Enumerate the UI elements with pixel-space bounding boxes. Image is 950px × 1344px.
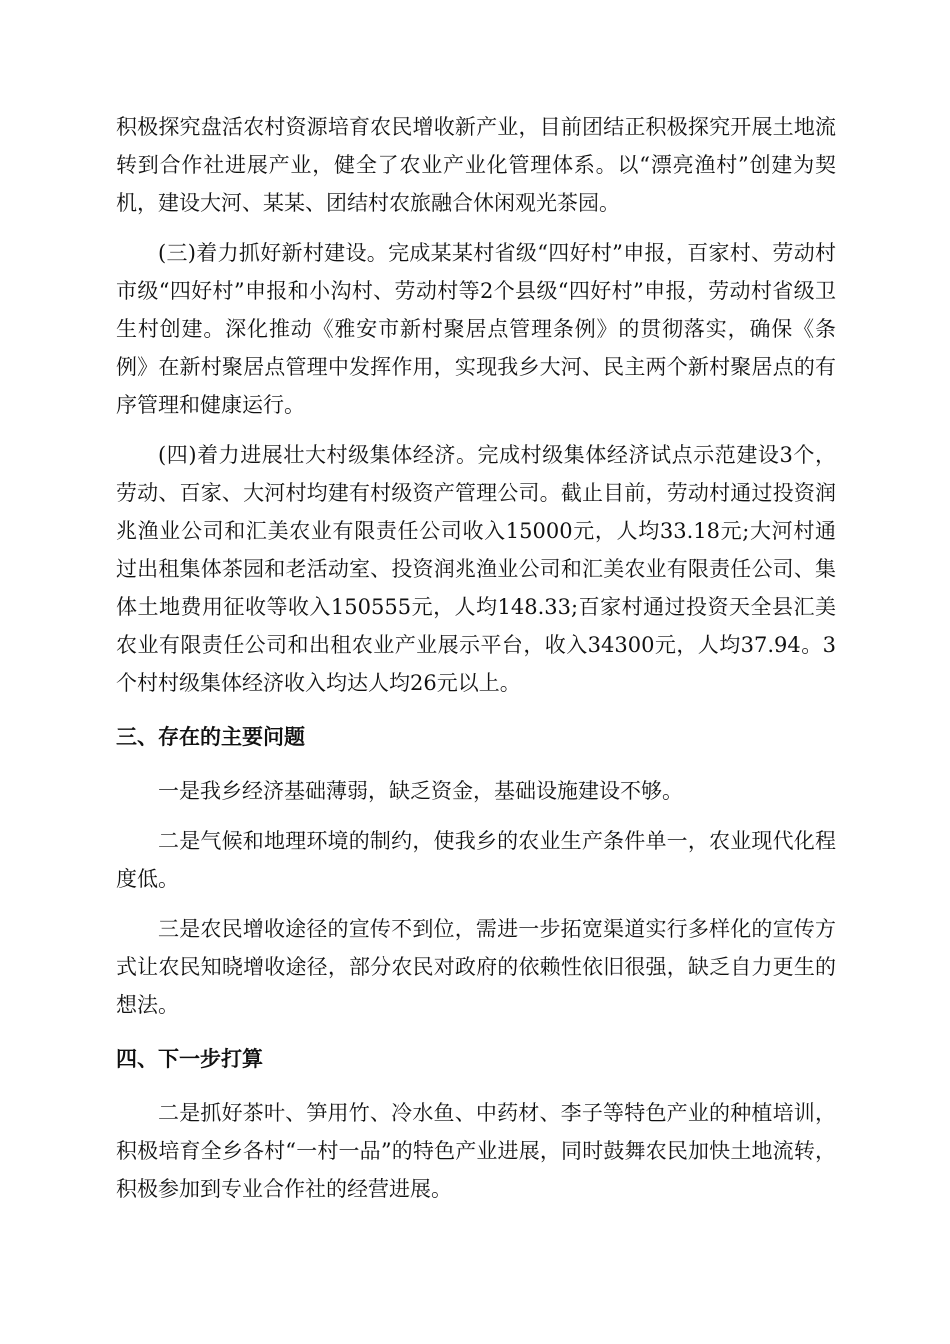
- paragraph-agri-industry: 积极探究盘活农村资源培育农民增收新产业，目前团结正积极探究开展土地流转到合作社进展产业，健全了农业产业化管理体系。以“漂亮渔村”创建为契机，建设大河、某某、团结村农旅融合休闲观光茶园。: [116, 115, 836, 215]
- paragraph-next-step-2: 二是抓好茶叶、笋用竹、冷水鱼、中药材、李子等特色产业的种植培训，积极培育全乡各村“一村一品”的特色产业进展，同时鼓舞农民加快土地流转，积极参加到专业合作社的经营进展。: [116, 1101, 836, 1201]
- section-heading-next-steps: 四、下一步打算: [116, 1047, 263, 1071]
- paragraph-collective-economy: (四)着力进展壮大村级集体经济。完成村级集体经济试点示范建设3个，劳动、百家、大河村均建有村级资产管理公司。截止目前，劳动村通过投资润兆渔业公司和汇美农业有限责任公司收入15000元，人均33.18元;大河村通过出租集体茶园和老活动室、投资润兆渔业公司和汇美农业有限责任公司、集体土地费用征收等收入150555元，人均148.33;百家村通过投资天全县汇美农业有限责任公司和出租农业产业展示平台，收入34300元，人均37.94。3个村村级集体经济收入均达人均26元以上。: [116, 443, 836, 695]
- paragraph-new-village-construction: (三)着力抓好新村建设。完成某某村省级“四好村”申报，百家村、劳动村市级“四好村”申报和小沟村、劳动村等2个县级“四好村”申报，劳动村省级卫生村创建。深化推动《雅安市新村聚居点管理条例》的贯彻落实，确保《条例》在新村聚居点管理中发挥作用，实现我乡大河、民主两个新村聚居点的有序管理和健康运行。: [116, 241, 836, 417]
- document-body: [116, 108, 836, 1220]
- section-heading-main-problems: 三、存在的主要问题: [116, 725, 305, 749]
- paragraph-problem-2: 二是气候和地理环境的制约，使我乡的农业生产条件单一，农业现代化程度低。: [116, 829, 836, 891]
- paragraph-problem-3: 三是农民增收途径的宣传不到位，需进一步拓宽渠道实行多样化的宣传方式让农民知晓增收途径，部分农民对政府的依赖性依旧很强，缺乏自力更生的想法。: [116, 917, 836, 1017]
- paragraph-problem-1: 一是我乡经济基础薄弱，缺乏资金，基础设施建设不够。: [158, 779, 683, 803]
